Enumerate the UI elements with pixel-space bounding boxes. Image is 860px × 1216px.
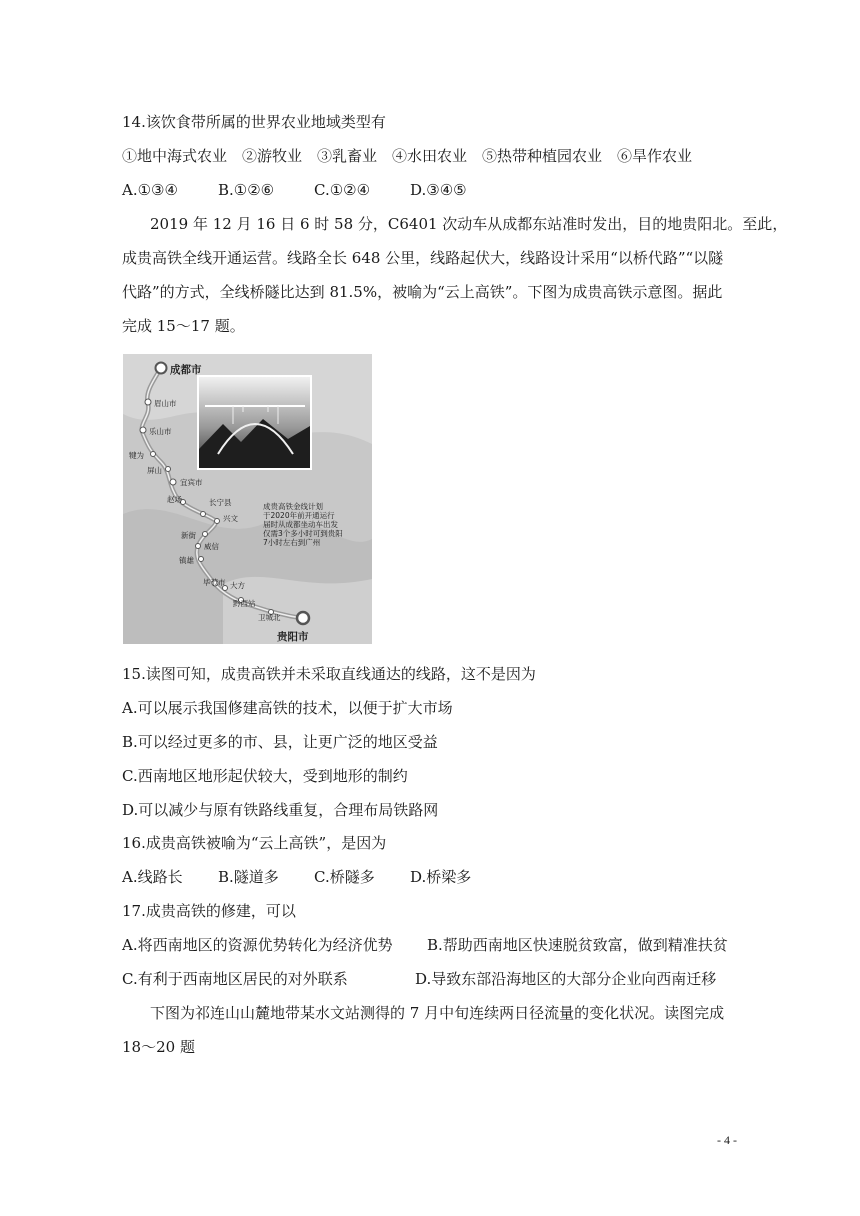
station-label-dafang: 大方 bbox=[230, 581, 245, 590]
q17-options-row2 bbox=[122, 969, 716, 989]
page-number: - 4 - bbox=[717, 1133, 737, 1147]
q15-option-d: D.可以减少与原有铁路线重复，合理布局铁路网 bbox=[122, 801, 439, 819]
passage1-line: 代路”的方式，全线桥隧比达到 81.5%，被喻为“云上高铁”。下图为成贵高铁示意图。据此 bbox=[122, 283, 723, 301]
passage2-line: 下图为祁连山山麓地带某水文站测得的 7 月中旬连续两日径流量的变化状况。读图完成 bbox=[150, 1004, 725, 1022]
station-label-zhaochang: 赵场 bbox=[167, 495, 182, 504]
station-marker bbox=[203, 532, 208, 537]
q17-option-a: A.将西南地区的资源优势转化为经济优势 bbox=[122, 936, 393, 954]
q16-stem: 16.成贵高铁被喻为“云上高铁”，是因为 bbox=[122, 834, 387, 852]
station-label-bijie: 毕节市 bbox=[203, 578, 226, 587]
station-label-xinjie: 新街 bbox=[181, 531, 196, 540]
station-label-yibin: 宜宾市 bbox=[180, 478, 203, 487]
station-label-guiyang: 贵阳市 bbox=[277, 631, 309, 643]
bridge-photo bbox=[198, 376, 311, 469]
q16-option-c: C.桥隧多 bbox=[314, 868, 375, 886]
station-marker bbox=[199, 557, 204, 562]
station-marker bbox=[201, 512, 206, 517]
q17-option-b: B.帮助西南地区快速脱贫致富，做到精准扶贫 bbox=[427, 936, 728, 954]
station-label-pingshan: 屏山 bbox=[147, 466, 162, 475]
station-marker bbox=[215, 519, 220, 524]
q14-option-c: C.①②④ bbox=[314, 181, 371, 199]
map-note-line: 届时从成都坐动车出发 bbox=[263, 520, 338, 529]
q14-option-a: A.①③④ bbox=[122, 181, 178, 199]
q14-options bbox=[122, 180, 467, 200]
station-label-weixin: 威信 bbox=[204, 542, 219, 551]
q15-option-b: B.可以经过更多的市、县，让更广泛的地区受益 bbox=[122, 733, 438, 751]
station-marker bbox=[170, 479, 176, 485]
passage1-line: 成贵高铁全线开通运营。线路全长 648 公里，线路起伏大，线路设计采用“以桥代路”“以隧 bbox=[122, 249, 724, 267]
map-note-line: 仅需3个多小时可到贵阳 bbox=[263, 529, 343, 538]
q14-items: ①地中海式农业 ②游牧业 ③乳畜业 ④水田农业 ⑤热带种植园农业 ⑥旱作农业 bbox=[122, 147, 693, 165]
q17-stem: 17.成贵高铁的修建，可以 bbox=[122, 902, 296, 920]
passage1-line: 完成 15～17 题。 bbox=[122, 317, 245, 335]
railway-map bbox=[123, 354, 372, 644]
station-label-zhenxiong: 镇雄 bbox=[179, 556, 194, 565]
station-marker bbox=[166, 467, 171, 472]
station-label-leshan: 乐山市 bbox=[149, 427, 172, 436]
q16-option-d: D.桥梁多 bbox=[410, 868, 472, 886]
station-marker bbox=[297, 612, 309, 624]
station-marker bbox=[196, 544, 201, 549]
map-note-line: 成贵高铁金线计划 bbox=[263, 502, 323, 511]
station-label-qianxi: 黔西站 bbox=[233, 599, 256, 608]
q16-options bbox=[122, 867, 471, 887]
q16-option-a: A.线路长 bbox=[122, 868, 183, 886]
q14-option-b: B.①②⑥ bbox=[218, 181, 275, 199]
q14-stem: 14.该饮食带所属的世界农业地域类型有 bbox=[122, 113, 386, 131]
q15-option-c: C.西南地区地形起伏较大，受到地形的制约 bbox=[122, 767, 408, 785]
station-label-changning: 长宁县 bbox=[209, 498, 232, 507]
passage1-line: 2019 年 12 月 16 日 6 时 58 分，C6401 次动车从成都东站准时发出，目的地贵阳北。至此， bbox=[150, 215, 788, 233]
station-marker bbox=[140, 427, 146, 433]
q17-option-d: D.导致东部沿海地区的大部分企业向西南迁移 bbox=[415, 970, 717, 988]
q16-option-b: B.隧道多 bbox=[218, 868, 279, 886]
map-note bbox=[263, 502, 343, 547]
station-marker bbox=[156, 363, 167, 374]
station-label-weichengbei: 卫城北 bbox=[258, 613, 281, 622]
station-label-qianwei: 犍为 bbox=[129, 451, 144, 460]
q15-option-a: A.可以展示我国修建高铁的技术，以便于扩大市场 bbox=[122, 699, 453, 717]
map-note-line: 于2020年前开通运行 bbox=[263, 511, 335, 520]
station-label-chengdu: 成都市 bbox=[170, 364, 202, 376]
passage2-line: 18～20 题 bbox=[122, 1038, 195, 1056]
station-marker bbox=[145, 399, 151, 405]
q17-option-c: C.有利于西南地区居民的对外联系 bbox=[122, 970, 348, 988]
station-label-xingwen: 兴文 bbox=[223, 514, 238, 523]
station-label-meishan: 眉山市 bbox=[154, 399, 177, 408]
q15-stem: 15.读图可知，成贵高铁并未采取直线通达的线路，这不是因为 bbox=[122, 665, 536, 683]
q17-options-row1 bbox=[122, 935, 728, 955]
station-marker bbox=[151, 452, 156, 457]
map-note-line: 7小时左右到广州 bbox=[263, 538, 321, 547]
q14-option-d: D.③④⑤ bbox=[410, 181, 467, 199]
